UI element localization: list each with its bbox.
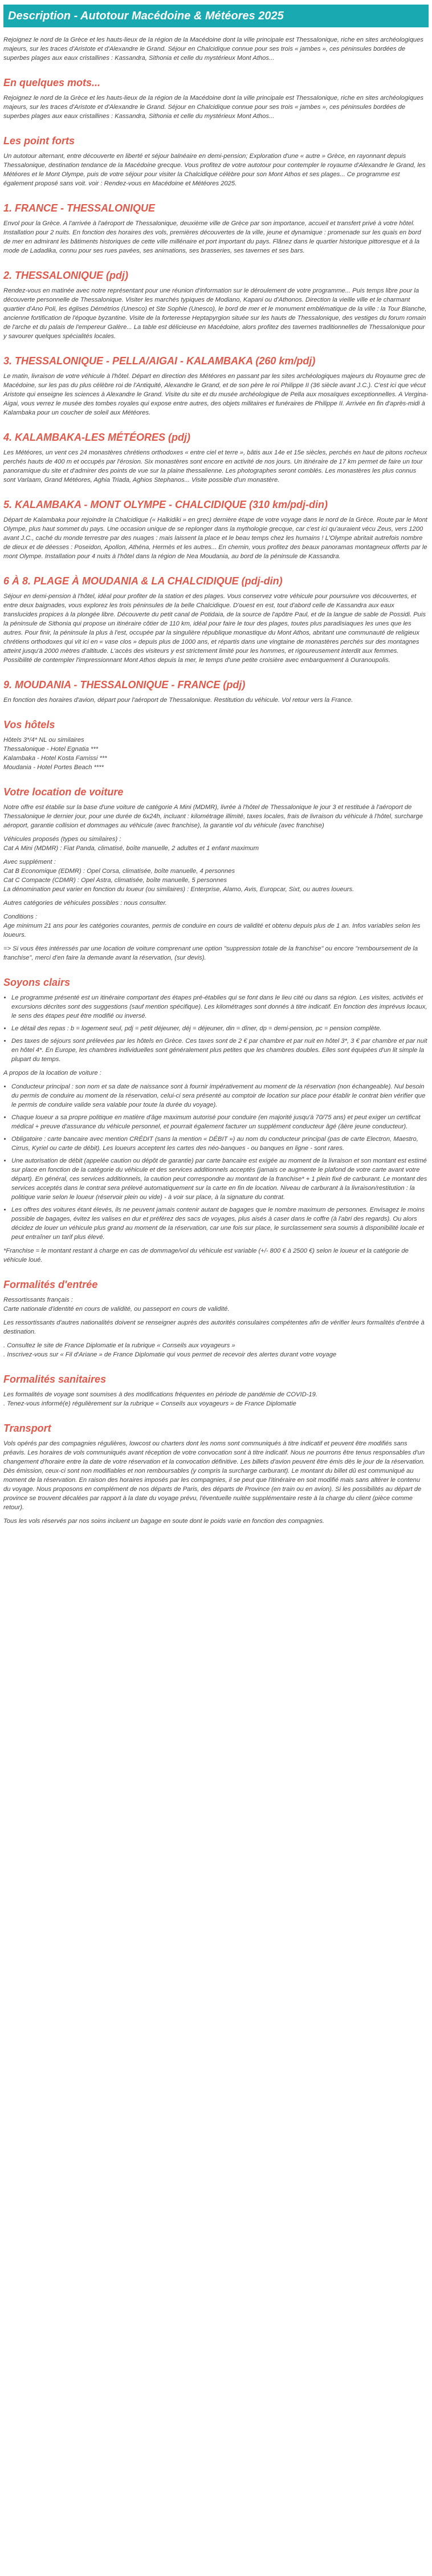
day-text: Le matin, livraison de votre véhicule à l'hôtel. Départ en direction des Météores en passant par les sites archéologiques majeurs du Royaume grec de Macédoine, sur les pas du plus célèbre roi de l'Antiquité, Alexandre le Grand, et de son père le roi Philippe II (36 siècle avant J.C.). C'est ici que vécut Aristote qui enseigne les sciences à Alexandre le Grand. Visite du site et du musée archéologique de Pella aux mosaïques exceptionnelles. A Vergina-Aigai, vous verrez le musée des tombes royales qui expose entre autres, des objets militaires et funéraires de Philippe II. Arrivée en fin d'après-midi à Kalambaka pour un coucher de soleil aux Météores. (3, 373, 429, 416)
conditions-title: Conditions : (3, 913, 38, 920)
formalites-link-line: . Inscrivez-vous sur « Fil d'Ariane » de France Diplomatie qui vous permet de recevoir des alertes durant votre voyage (3, 1351, 337, 1358)
sanitaires-line: . Tenez-vous informé(e) régulièrement sur la rubrique « Conseils aux voyageurs » de France Diplomatie (3, 1400, 296, 1407)
location-vehicles (3, 835, 429, 853)
day-9 (3, 678, 429, 705)
hotel-line: Thessalonique - Hotel Egnatia *** (3, 746, 99, 753)
day-text: Séjour en demi-pension à l'hôtel, idéal pour profiter de la station et des plages. Vous conservez votre véhicule pour poursuivre vos découvertes, et entre deux baignades, vous explorez les trois péninsules de la belle Chalcidique. D'ouest en est, tout d'abord celle de Kassandra aux eaux translucides propices à la plongée libre. Découverte du petit canal de Potidaia, de la source de l'apôtre Paul, et de la langue de sable de Possidi. Puis la péninsule de Sithonia qui propose un itinéraire côtier de 110 km, idéal pour faire le tour des plages, toutes plus paradisiaques les unes que les autres. Pour finir, la péninsule la plus à l'est, occupée par la singulière république monastique du Mont Athos, abritant une communauté de religieux chrétiens orthodoxes qui vit ici en « vase clos » depuis plus de 1000 ans, et répartis dans une vingtaine de monastères perchés sur des montagnes atteint jusqu'à 2000 mètres d'altitude. L'accès des visiteurs y est strictement limité pour les hommes, et rigoureusement interdit aux femmes. Possibilité de contempler l'impressionnant Mont Athos depuis la mer, le temps d'une petite croisière avec embarquement à Ouranoupolis. (3, 593, 426, 664)
day-3 (3, 355, 429, 417)
list-item: • Chaque loueur a sa propre politique en matière d'âge maximum autorisé pour conduire (en majorité jusqu'à 70/75 ans) et peut exiger un certificat médical + preuve d'assurance du véhicule personnel, et pourrait également facturer un supplément conducteur âgé (âère jeune conducteur). (11, 1113, 429, 1131)
day-6-8 (3, 575, 429, 665)
location-conditions (3, 912, 429, 940)
list-item: • Des taxes de séjours sont prélevées par les hôtels en Grèce. Ces taxes sont de 2 € par chambre et par nuit en hôtel 3*, 3 € par chambre et par nuit en hôtel 4*. En Europe, les chambres individuelles sont généralement plus petites que les chambres doubles. Elles sont équipées d'un lit simple la plupart du temps. (11, 1037, 429, 1064)
formalites-line: Ressortissants français : (3, 1297, 73, 1303)
list-item: • Une autorisation de débit (appelée caution ou dépôt de garantie) par carte bancaire est exigée au moment de la livraison et son montant est estimé sur place en fonction de la catégorie du véhicule et des services additionnels acceptés (jamais ce augmente le plafond de votre carte avant votre départ). En général, ces services additionnels, la caution peut correspondre au montant de la franchise* + 1 plein fixé de carburant. Le montant des services acceptés dans le contrat sera prélevé automatiquement sur la carte en fin de location. Niveau de carburant à la livraison/restitution : la politique varie selon le loueur (réservoir plein ou vide) - à voir sur place, à la signature du contrat. (11, 1156, 429, 1202)
day-title: 2. THESSALONIQUE (pdj) (3, 270, 129, 281)
day-title: 1. FRANCE - THESSALONIQUE (3, 202, 156, 214)
formalites-line: Carte nationale d'identité en cours de validité, ou passeport en cours de validité. (3, 1306, 230, 1313)
supplement-line: Cat B Economique (EDMR) : Opel Corsa, climatisée, boîte manuelle, 4 personnes (3, 868, 235, 875)
day-text: En fonction des horaires d'avion, départ pour l'aéroport de Thessalonique. Restitution du véhicule. Vol retour vers la France. (3, 697, 353, 704)
day-2 (3, 269, 429, 341)
list-item: • Conducteur principal : son nom et sa date de naissance sont à fournir impérativement au moment de la réservation (non échangeable). Nul besoin du permis de conduire au moment de la réservation, celui-ci sera présenté au comptoir de location sur place pour établir le contrat bien vérifier que le permis de conduire valide sera valable pour toute la durée du voyage). (11, 1082, 429, 1110)
vehicles-title: Véhicules proposés (types ou similaires) : (3, 836, 121, 843)
quelques-mots-paragraph: Rejoignez le nord de la Grèce et les hauts-lieux de la région de la Macédoine dont la ville principale est Thessalonique, riche en sites archéologiques majeurs, sur les traces d'Aristote et d'Alexandre le Grand. Séjour en Chalcidique connue pour ses trois « jambes », ces péninsules bordées de superbes plages aux eaux cristallines : Kassandra, Sithonia et celle du mystérieux Mont Athos... (3, 95, 423, 120)
location-p6: => Si vous êtes intéressés par une location de voiture comprenant une option "suppression totale de la franchise" ou encore "remboursement de la franchise", merci d'en faire la demande avant la réservation, (sur devis). (3, 945, 418, 961)
day-text: Les Météores, un vent ces 24 monastères chrétiens orthodoxes « entre ciel et terre », bâtis aux 14e et 15e siècles, perchés en haut de pitons rocheux perchés hauts de 400 m et occupés par l'érosion. Six monastères sont encore en activité de nos jours. Un itinéraire de 17 km permet de faire un tour panoramique du site et d'admirer des points de vue sur la plaine thessalienne. Les photographes seront comblés. Les monastères les plus connus sont Varlaam, Grand Météores, Aghia Triada, Aghios Stephanos... Visite possible d'un monastère. (3, 449, 427, 483)
conseils-loc-list (3, 1082, 429, 1242)
points-forts-heading: Les point forts (3, 135, 75, 147)
quelques-mots-heading: En quelques mots... (3, 77, 101, 88)
day-5 (3, 498, 429, 561)
day-text: Départ de Kalambaka pour rejoindre la Chalcidique (« Halkidiki » en grec) dernière étape de votre voyage dans le nord de la Grèce. Route par le Mont Olympe, plus haut sommet du pays. Une occasion unique de se replonger dans la mythologie grecque, car c'est ici qu'auraient vécu Zeus, vers 1200 avant J.C., caché du monde terrestre par des nuages : mais laissent la place et le beau temps chez les humains ! L'Olympe abritait autrefois nombre de dieux et de déesses : Poseidon, Apollon, Athéna, Hermès et les autres... En chemin, vous profitez des beaux panoramas montagneux offerts par le mont Olympe. Installation pour 4 nuits à l'hôtel dans la région de Nea Moudania, au bord de la péninsule de Kassandra. (3, 517, 427, 560)
hotel-line: Moudania - Hotel Portes Beach **** (3, 764, 104, 771)
transport-p2: Tous les vols réservés par nos soins incluent un bagage en soute dont le poids varie en fonction des compagnies. (3, 1518, 325, 1525)
list-item: • Le détail des repas : b = logement seul, pdj = petit déjeuner, déj = déjeuner, din = dîner, dp = demi-pension, pc = pension complète. (11, 1024, 429, 1033)
hotels-list (3, 736, 429, 772)
day-4 (3, 431, 429, 485)
formalites-lines (3, 1295, 429, 1314)
vehicle-line: Cat A Mini (MDMR) : Fiat Panda, climatisé, boîte manuelle, 2 adultes et 1 enfant maximum (3, 845, 259, 852)
page (0, 5, 432, 1526)
transport-p1: Vols opérés par des compagnies régulières, lowcost ou charters dont les noms sont communiqués à titre indicatif et peuvent être modifiés sans préavis. Les horaires de vols communiqués avant réception de votre convocation sont à titre indicatif. Nous ne pourrons être tenus responsables d'un changement d'horaire entre la date de votre réservation et la convocation définitive. Les billets d'avion peuvent être émis dès le jour de la réservation. Dès émission, ceux-ci sont non modifiables et non remboursables (y compris la surcharge carburant). Le montant du billet dû est communiqué au moment de la réservation. En raison des horaires imposés par les compagnies, il se peut que l'itinéraire en soit modifié mais sans altérer le contenu du voyage. Nous proposons en complément de nos départs de Paris, des départs de Province (en train ou en avion). Si les possibilités au départ de province se trouvent décalées par rapport à la date du voyage prévu, l'éventuelle nuitée supplémentaire reste à la charge du client (pièce comme retour). (3, 1440, 425, 1511)
list-item: • Le programme présenté est un itinéraire comportant des étapes pré-établies qui se font dans le lieu cité ou dans sa région. Les visites, activités et excursions décrites sont des suggestions (sauf mention spécifique). Les kilométrages sont donnés à titre indicatif. En fonction des imprévus locaux, le sens des étapes peut être modifié ou inversé. (11, 993, 429, 1021)
day-title: 6 À 8. PLAGE À MOUDANIA & LA CHALCIDIQUE (pdj-din) (3, 575, 283, 587)
points-forts-paragraph: Un autotour alternant, entre découverte en liberté et séjour balnéaire en demi-pension; Exploration d'une « autre » Grèce, en rayonnant depuis Thessalonique, destination tendance de la Macédoine grecque. Vous profitez de votre autotour pour contempler le royaume d'Alexandre le Grand, les Météores et le Mont Olympe, puis de votre séjour pour visiter la Chalcidique célèbre pour son Mont Athos et ses plages... Ce programme est également proposé sans voit. voir : Rendez-vous en Macédoine et Météores 2025. (3, 153, 426, 187)
supplement-title: Avec supplément : (3, 859, 56, 866)
formalites-link-line: . Consultez le site de France Diplomatie et la rubrique « Conseils aux voyageurs » (3, 1342, 235, 1349)
supplement-line: Cat C Compacte (CDMR) : Opel Astra, climatisée, boîte manuelle, 5 personnes (3, 877, 227, 884)
hotels-heading: Vos hôtels (3, 719, 55, 730)
day-text: Rendez-vous en matinée avec notre représentant pour une réunion d'information sur le déroulement de votre programme... Puis temps libre pour la découverte personnelle de Thessalonique. Visiter les marchés typiques de Modiano, Kapani ou d'Athonos. Direction la vieille ville et le charmant quartier d'Ano Poli, les églises Démétrios (Unesco) et Ste Sophie (Unesco), le bord de mer et le monument emblématique de la ville : la Tour Blanche, ancienne fortification de l'époque byzantine. Visite de la forteresse Heptapyrgion située sur les hauts de Thessalonique, des vestiges du forum romain de l'arche et du palais de l'empereur Galère... La table est délicieuse en Macédoine, alors profitez des tavernes traditionnelles de Thessalonique pour y savourer quelques spécialités locales. (3, 287, 427, 340)
conseils-heading: Soyons clairs (3, 977, 71, 988)
location-heading: Votre location de voiture (3, 786, 124, 798)
supplement-line: La dénomination peut varier en fonction du loueur (ou similaires) : Enterprise, Alamo, Avis, Europcar, Sixt, ou autres loueurs. (3, 886, 354, 893)
day-title: 3. THESSALONIQUE - PELLA/AIGAI - KALAMBAKA (260 km/pdj) (3, 355, 316, 367)
day-1 (3, 202, 429, 255)
conditions-line: Age minimum 21 ans pour les catégories courantes, permis de conduire en cours de validité et obtenu depuis plus de 1 an. Infos variables selon les loueurs. (3, 923, 421, 938)
sanitaires-lines (3, 1390, 429, 1408)
location-p1: Notre offre est établie sur la base d'une voiture de catégorie A Mini (MDMR), livrée à l'hôtel de Thessalonique le jour 3 et restituée à l'aéroport de Thessalonique le dernier jour, pour une durée de 6x24h, incluant : kilométrage illimité, taxes locales, frais de livraison du véhicule à l'hôtel, surcharge aéroport, garantie collision et dommages au véhicule (avec franchise), la garantie vol du véhicule (avec franchise) (3, 804, 423, 829)
list-item: • Les offres des voitures étant élevés, ils ne peuvent jamais contenir autant de bagages que le nombre maximum de personnes. Envisagez le moins possible de bagages, évitez les valises en dur et préférez des sacs de voyages, plus aisés à caser dans le coffre (à l'abri des regards). Ou alors décidez de louer un véhicule plus grand au moment de la réservation, car une fois sur place, le surclassement sera soumis à disponibilité locale et peut entraîner un tarif plus élevé. (11, 1205, 429, 1242)
sanitaires-line: Les formalités de voyage sont soumises à des modifications fréquentes en période de pandémie de COVID-19. (3, 1391, 317, 1398)
conseils-list (3, 993, 429, 1064)
location-p4: Autres catégories de véhicules possibles : nous consulter. (3, 900, 167, 907)
formalites-p2: Les ressortissants d'autres nationalités doivent se renseigner auprès des autorités consulaires compétentes afin de vérifier leurs formalités d'entrée à destination. (3, 1319, 425, 1335)
transport-heading: Transport (3, 1423, 51, 1434)
franchise-footnote: *Franchise = le montant restant à charge en cas de dommage/vol du véhicule est variable (+/- 800 € à 2500 €) selon le loueur et la catégorie de véhicule loué. (3, 1248, 409, 1263)
hotel-line: Kalambaka - Hotel Kosta Famissi *** (3, 755, 107, 762)
list-item: • Obligatoire : carte bancaire avec mention CRÉDIT (sans la mention « DÉBIT ») au nom du conducteur principal (pas de carte Electron, Maestro, Cirrus, Kyriel ou carte de débit). Les loueurs acceptent les cartes des néo-banques - ou banques en ligne - sont rares. (11, 1135, 429, 1153)
intro-paragraph: Rejoignez le nord de la Grèce et les hauts-lieux de la région de la Macédoine dont la ville principale est Thessalonique, riche en sites archéologiques majeurs, sur les traces d'Aristote et d'Alexandre le Grand. Séjour en Chalcidique connue pour ses trois « jambes », ces péninsules bordées de superbes plages aux eaux cristallines : Kassandra, Sithonia et celle du mystérieux Mont Athos... (3, 36, 423, 62)
hotel-line: Hôtels 3*/4* NL ou similaires (3, 737, 84, 743)
formalites-heading: Formalités d'entrée (3, 1279, 98, 1290)
intro-section (3, 35, 429, 63)
day-title: 9. MOUDANIA - THESSALONIQUE - FRANCE (pdj) (3, 679, 246, 690)
conseils-loc-title: A propos de la location de voiture : (3, 1070, 101, 1076)
location-supplement (3, 858, 429, 894)
day-title: 5. KALAMBAKA - MONT OLYMPE - CHALCIDIQUE (310 km/pdj-din) (3, 499, 328, 510)
day-text: Envol pour la Grèce. A l'arrivée à l'aéroport de Thessalonique, deuxième ville de Grèce par son importance, accueil et transfert privé à votre hôtel. Installation pour 2 nuits. En fonction des horaires des vols, premières découvertes de la ville, jeune et dynamique : promenade sur les quais en bord de mer en admirant les bâtiments historiques de cette ville millénaire et port important du pays. Flânez dans le quartier historique pittoresque et à la mode de Ladadika, connu pour ses rues pavées, ses animations, ses brasseries, ses tavernes et ses bars. (3, 220, 421, 254)
page-title: Description - Autotour Macédoine & Météores 2025 (3, 5, 429, 27)
sanitaires-heading: Formalités sanitaires (3, 1374, 107, 1385)
day-title: 4. KALAMBAKA-LES MÉTÉORES (pdj) (3, 432, 190, 443)
formalites-p3 (3, 1341, 429, 1359)
